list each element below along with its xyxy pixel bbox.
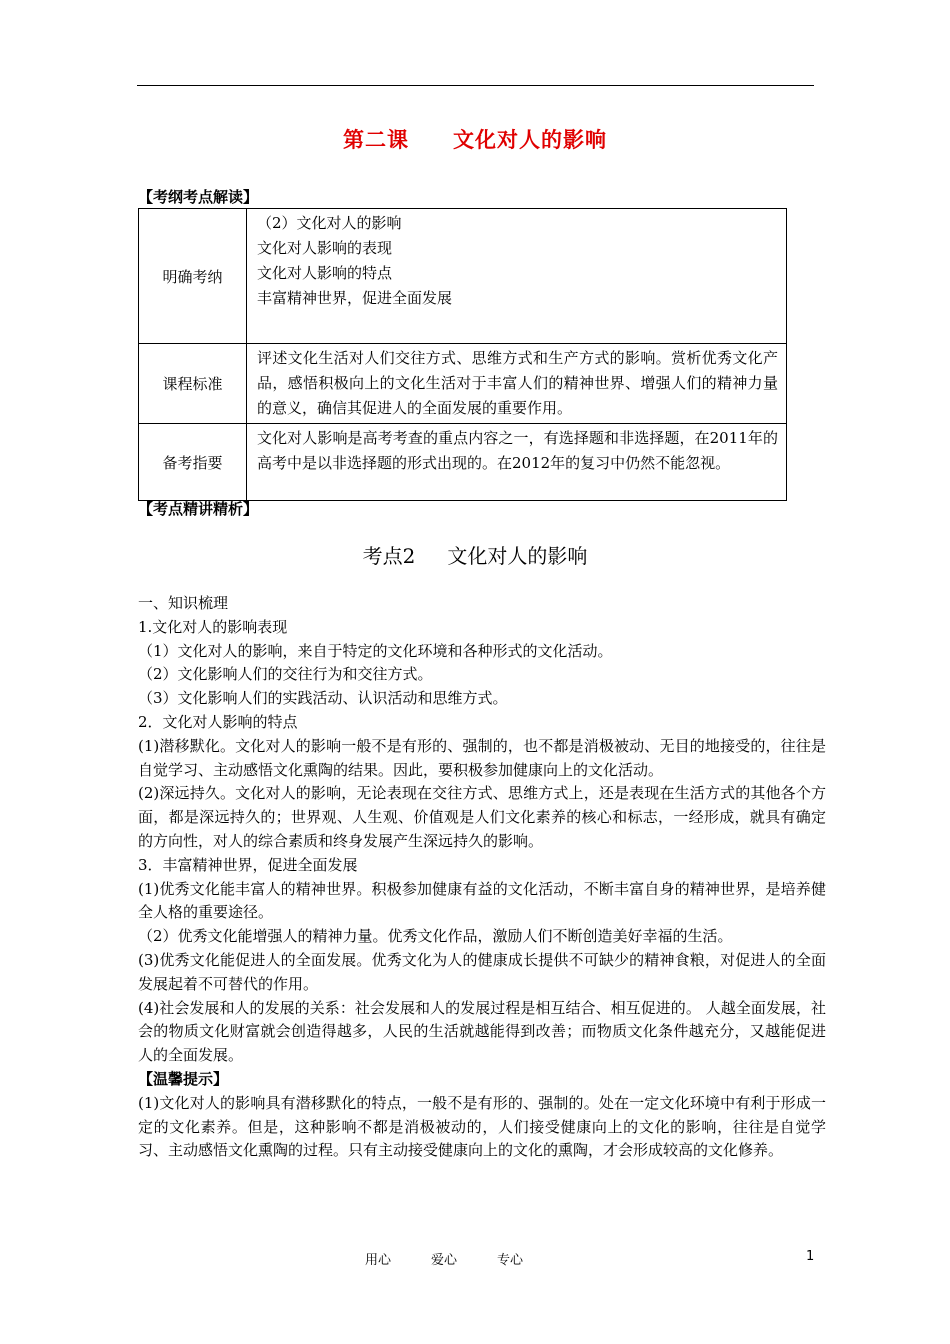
footer-word: 爱心 bbox=[431, 1253, 458, 1268]
table-row bbox=[139, 424, 787, 501]
paragraph: （1）文化对人的影响，来自于特定的文化环境和各种形式的文化活动。 bbox=[138, 641, 613, 660]
paragraph: 一、知识梳理 bbox=[138, 594, 229, 612]
lesson-number: 第二课 bbox=[343, 128, 409, 152]
footer-word: 用心 bbox=[365, 1253, 392, 1268]
content-line: 文化对人影响的表现 bbox=[257, 239, 393, 257]
row-content bbox=[247, 209, 787, 344]
row-label: 明确考纳 bbox=[139, 209, 247, 344]
paragraph: （2）文化影响人们的交往行为和交往方式。 bbox=[138, 665, 433, 684]
row-content: 评述文化生活对人们交往方式、思维方式和生产方式的影响。赏析优秀文化产品，感悟积极向上的文化生活对于丰富人们的精神世界、增强人们的精神力量的意义，确信其促进人的全面发展的重要作用。 bbox=[247, 344, 787, 424]
page-number: 1 bbox=[806, 1249, 815, 1264]
paragraph: (2)深远持久。文化对人的影响，无论表现在交往方式、思维方式上，还是表现在生活方式的其他各个方面，都是深远持久的；世界观、人生观、价值观是人们文化素养的核心和标志，一经形成，就具有确定的方向性，对人的综合素质和终身发展产生深远持久的影响。 bbox=[138, 784, 826, 850]
paragraph: (1)优秀文化能丰富人的精神世界。积极参加健康有益的文化活动，不断丰富自身的精神世界，是培养健全人格的重要途径。 bbox=[138, 879, 826, 922]
topic-name: 文化对人的影响 bbox=[447, 544, 588, 568]
row-label: 备考指要 bbox=[139, 424, 247, 501]
table-row bbox=[139, 209, 787, 344]
header-rule bbox=[137, 85, 814, 86]
content-line: 丰富精神世界，促进全面发展 bbox=[257, 289, 453, 307]
tip-heading: 【温馨提示】 bbox=[138, 1069, 229, 1088]
footer-word: 专心 bbox=[497, 1253, 524, 1268]
row-content: 文化对人影响是高考考查的重点内容之一，有选择题和非选择题，在2011年的高考中是以非选择题的形式出现的。在2012年的复习中仍然不能忽视。 bbox=[247, 424, 787, 501]
syllabus-table bbox=[138, 208, 787, 501]
paragraph: 2．文化对人影响的特点 bbox=[138, 712, 298, 731]
content-line: （2）文化对人的影响 bbox=[257, 214, 402, 232]
section-heading-syllabus: 【考纲考点解读】 bbox=[138, 188, 259, 206]
paragraph: (1)文化对人的影响具有潜移默化的特点，一般不是有形的、强制的。处在一定文化环境中有利于形成一定的文化素养。但是，这种影响不都是消极被动的，人们接受健康向上的文化的影响，往往是自觉学习、主动感悟文化熏陶的过程。只有主动接受健康向上的文化的熏陶，才会形成较高的文化修养。 bbox=[138, 1093, 826, 1160]
paragraph: （2）优秀文化能增强人的精神力量。优秀文化作品，激励人们不断创造美好幸福的生活。 bbox=[138, 927, 733, 946]
paragraph: 1.文化对人的影响表现 bbox=[138, 617, 288, 636]
content-line: 文化对人影响的特点 bbox=[257, 264, 393, 282]
table-row bbox=[139, 344, 787, 424]
topic-number: 考点2 bbox=[362, 544, 416, 568]
section-heading-analysis: 【考点精讲精析】 bbox=[138, 500, 259, 518]
paragraph: (4)社会发展和人的发展的关系：社会发展和人的发展过程是相互结合、相互促进的。 人越全面发展，社会的物质文化财富就会创造得越多，人民的生活就越能得到改善；而物质文化条件越充分，又越能促进人的全面发展。 bbox=[138, 998, 826, 1065]
lesson-title bbox=[0, 124, 950, 154]
paragraph: 3．丰富精神世界，促进全面发展 bbox=[138, 855, 358, 874]
lesson-name: 文化对人的影响 bbox=[453, 128, 607, 152]
topic-subtitle bbox=[0, 540, 950, 569]
paragraph: (1)潜移默化。文化对人的影响一般不是有形的、强制的，也不都是消极被动、无目的地接受的，往往是自觉学习、主动感悟文化熏陶的结果。因此，要积极参加健康向上的文化活动。 bbox=[138, 736, 826, 779]
footer-slogan bbox=[365, 1249, 563, 1268]
main-text bbox=[138, 592, 826, 1163]
paragraph: （3）文化影响人们的实践活动、认识活动和思维方式。 bbox=[138, 689, 508, 708]
paragraph: (3)优秀文化能促进人的全面发展。优秀文化为人的健康成长提供不可缺少的精神食粮，对促进人的全面发展起着不可替代的作用。 bbox=[138, 950, 826, 993]
row-label: 课程标准 bbox=[139, 344, 247, 424]
